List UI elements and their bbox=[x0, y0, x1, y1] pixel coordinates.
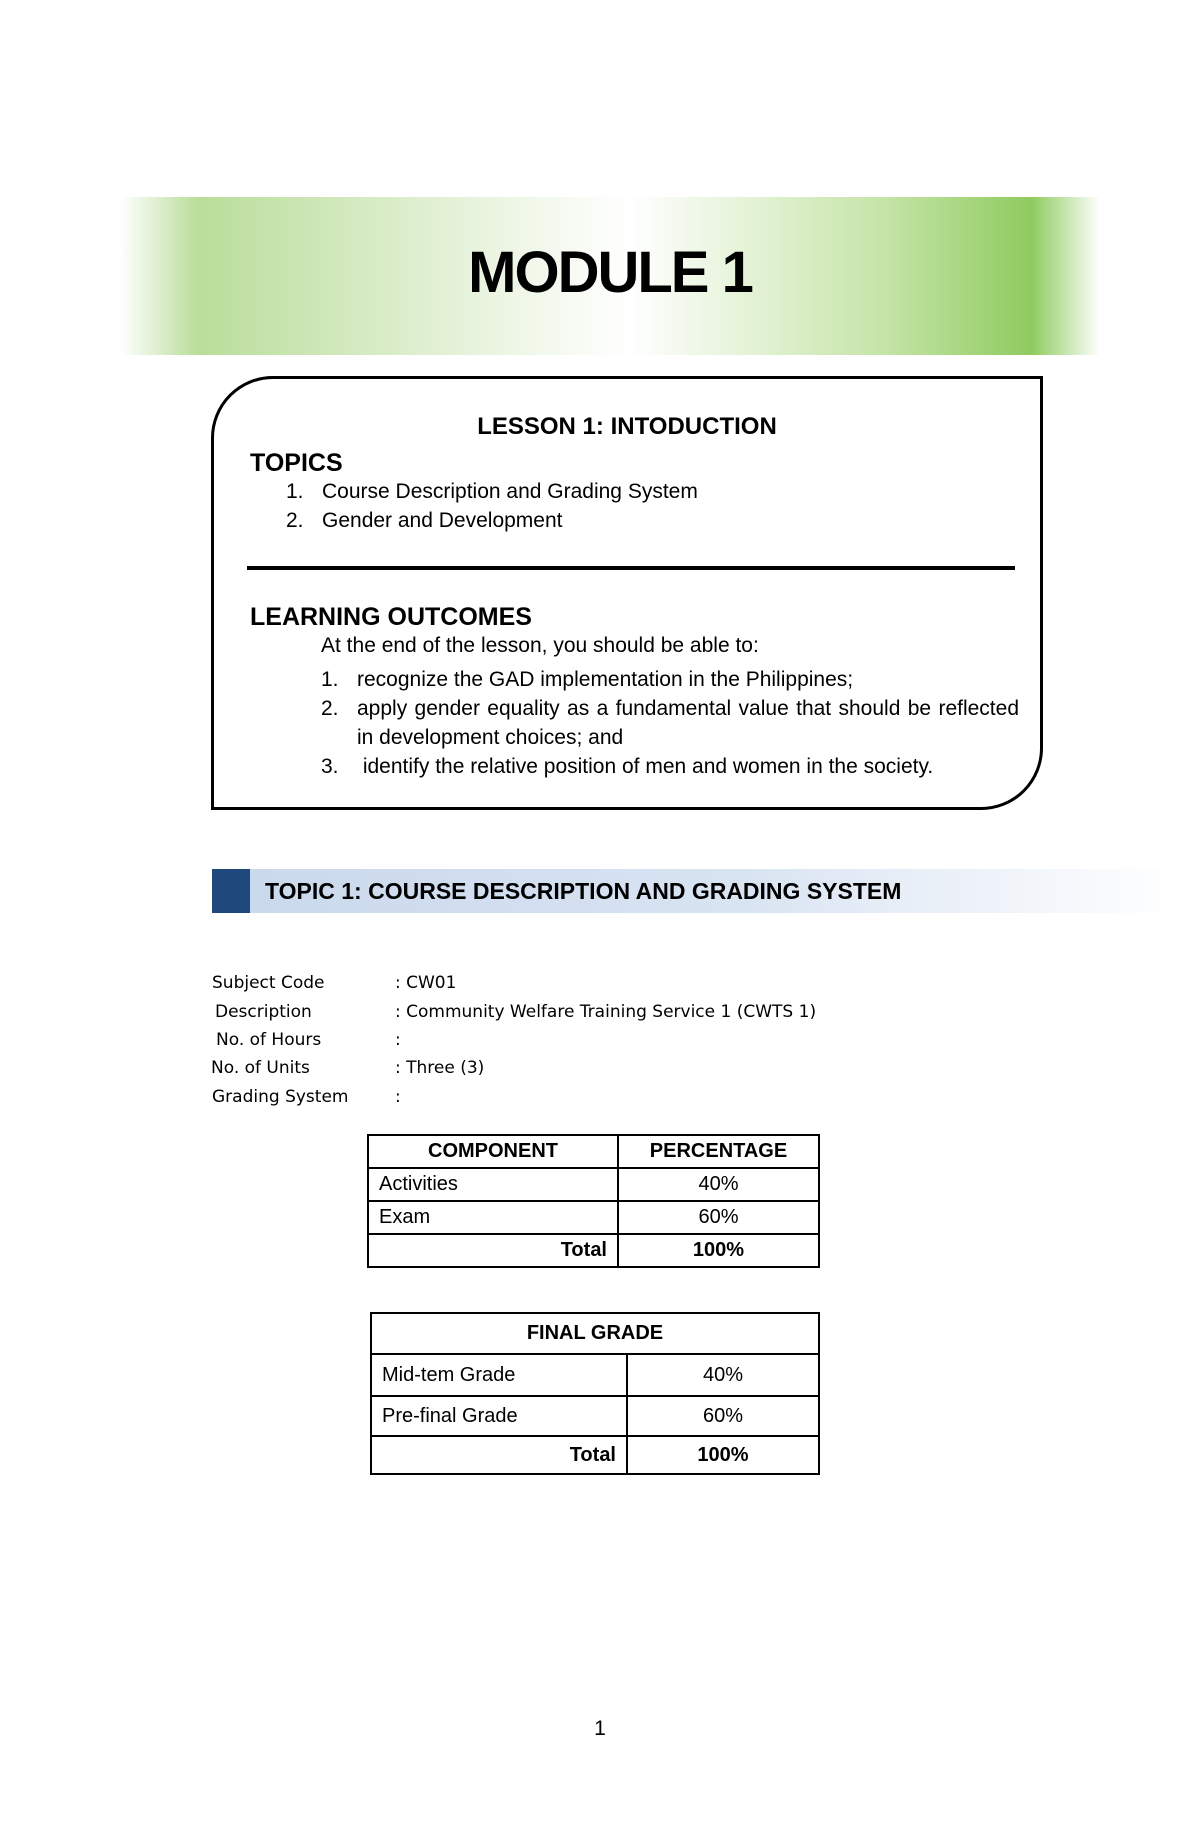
table-total-row bbox=[371, 1436, 819, 1474]
topic-marker-icon bbox=[212, 869, 250, 913]
component-table bbox=[367, 1134, 820, 1268]
grading-label: Grading System bbox=[212, 1087, 349, 1107]
subject-code-label: Subject Code bbox=[212, 973, 325, 993]
description-label: Description bbox=[215, 1002, 312, 1022]
description-value: : Community Welfare Training Service 1 (CWTS 1) bbox=[395, 1002, 817, 1022]
final-grade-table bbox=[370, 1312, 820, 1475]
total-label: Total bbox=[371, 1436, 627, 1474]
section-divider bbox=[247, 566, 1015, 570]
units-label: No. of Units bbox=[211, 1058, 310, 1078]
percentage-cell: 60% bbox=[627, 1396, 819, 1436]
table-total-row bbox=[368, 1234, 819, 1267]
lesson-box bbox=[211, 376, 1043, 810]
module-title: MODULE 1 bbox=[468, 240, 752, 305]
component-header: COMPONENT bbox=[368, 1135, 618, 1168]
topic-title: TOPIC 1: COURSE DESCRIPTION AND GRADING SYSTEM bbox=[265, 878, 902, 904]
outcomes-list bbox=[321, 665, 1019, 781]
topic-heading-bar bbox=[212, 869, 1180, 913]
list-item: 2. Gender and Development bbox=[286, 509, 563, 532]
list-item: 1. Course Description and Grading System bbox=[286, 480, 698, 503]
module-banner bbox=[120, 197, 1100, 355]
component-cell: Activities bbox=[368, 1168, 618, 1201]
hours-value: : bbox=[395, 1030, 401, 1050]
percentage-header: PERCENTAGE bbox=[618, 1135, 819, 1168]
outcomes-intro: At the end of the lesson, you should be able to: bbox=[321, 634, 759, 657]
total-value: 100% bbox=[627, 1436, 819, 1474]
list-item: 2. apply gender equality as a fundamental value that should be reflected in development choices; and bbox=[321, 697, 1019, 749]
lesson-title: LESSON 1: INTODUCTION bbox=[477, 413, 777, 440]
list-item: 1. recognize the GAD implementation in the Philippines; bbox=[321, 668, 854, 691]
units-value: : Three (3) bbox=[395, 1058, 485, 1078]
final-grade-header: FINAL GRADE bbox=[371, 1313, 819, 1354]
percentage-cell: 60% bbox=[618, 1201, 819, 1234]
table-row bbox=[371, 1354, 819, 1396]
percentage-cell: 40% bbox=[627, 1354, 819, 1396]
table-header-row bbox=[371, 1313, 819, 1354]
subject-code-value: : CW01 bbox=[395, 973, 457, 993]
table-row bbox=[371, 1396, 819, 1436]
table-row bbox=[368, 1201, 819, 1234]
topics-heading: TOPICS bbox=[250, 449, 343, 477]
list-item: 3. identify the relative position of men and women in the society. bbox=[321, 755, 934, 778]
total-value: 100% bbox=[618, 1234, 819, 1267]
percentage-cell: 40% bbox=[618, 1168, 819, 1201]
outcomes-heading: LEARNING OUTCOMES bbox=[250, 603, 532, 631]
table-header-row bbox=[368, 1135, 819, 1168]
table-row bbox=[368, 1168, 819, 1201]
component-cell: Mid-tem Grade bbox=[371, 1354, 627, 1396]
hours-label: No. of Hours bbox=[216, 1030, 322, 1050]
topics-list bbox=[286, 477, 986, 535]
grading-value: : bbox=[395, 1087, 401, 1107]
page-number: 1 bbox=[594, 1717, 606, 1740]
total-label: Total bbox=[368, 1234, 618, 1267]
component-cell: Exam bbox=[368, 1201, 618, 1234]
component-cell: Pre-final Grade bbox=[371, 1396, 627, 1436]
